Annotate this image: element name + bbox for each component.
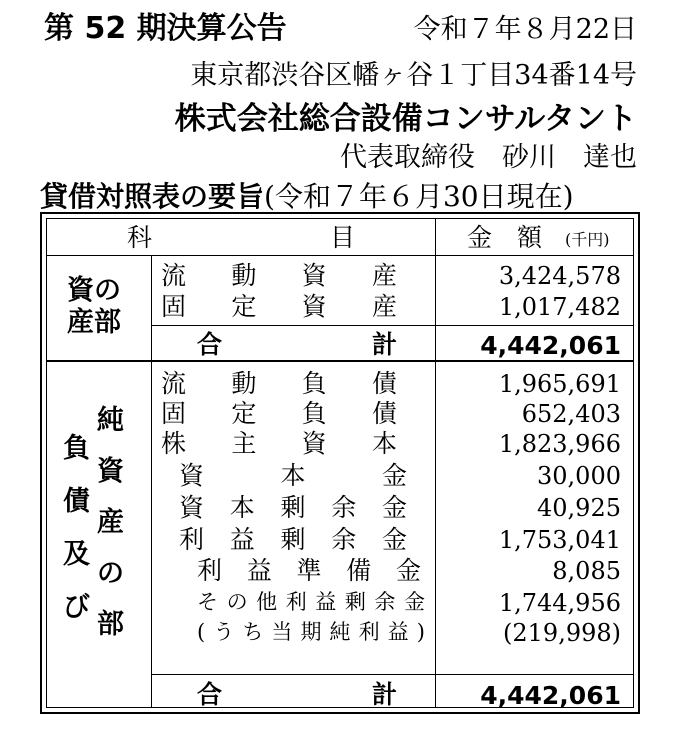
- label-char: 利: [179, 525, 205, 554]
- liab-row-label: [197, 558, 421, 583]
- liab-total-divider: [151, 674, 633, 675]
- subtitle-date: (令和７年６月30日現在): [264, 180, 574, 213]
- label-char: う: [213, 620, 235, 644]
- notice-date: 令和７年８月22日: [413, 14, 637, 45]
- liab-row-value: 1,823,966: [498, 430, 621, 458]
- label-char: 益: [246, 556, 272, 585]
- label-char: 利: [197, 556, 223, 585]
- label-char: 負: [301, 369, 327, 398]
- label-char: 資: [301, 429, 327, 458]
- label-char: 他: [256, 590, 278, 614]
- liab-row-value: 1,753,041: [498, 526, 621, 554]
- table-inner-frame: [46, 218, 634, 708]
- company-address: 東京都渋谷区幡ヶ谷１丁目34番14号: [190, 60, 637, 91]
- label-char: 金: [381, 461, 407, 490]
- asset-row-label: [161, 294, 397, 319]
- label-char: 合: [197, 330, 223, 359]
- label-char: そ: [197, 590, 218, 614]
- liab-row-value: 1,744,956: [498, 589, 621, 617]
- liab-row-value: 1,965,691: [498, 370, 621, 398]
- label-char: 金: [403, 590, 425, 614]
- header-kamoku-2: 目: [330, 223, 356, 252]
- label-column-divider: [151, 255, 152, 707]
- label-char: 計: [371, 330, 397, 359]
- liab-section-label-col2: [97, 395, 125, 650]
- label-char: 産: [371, 292, 397, 321]
- liab-row-label: [197, 622, 425, 643]
- liab-row-label: [179, 527, 407, 552]
- section-label-char: 及: [63, 539, 90, 570]
- label-char: 備: [346, 556, 372, 585]
- label-char: 本: [371, 429, 397, 458]
- label-char: 当: [271, 620, 293, 644]
- label-char: 株: [161, 429, 187, 458]
- liab-row-value: 652,403: [521, 400, 621, 428]
- label-char: 合: [197, 680, 223, 709]
- label-char: (: [197, 620, 206, 644]
- label-char: 余: [374, 590, 396, 614]
- liab-row-label: [161, 371, 397, 396]
- label-char: ): [416, 620, 425, 644]
- label-char: 利: [358, 620, 380, 644]
- section-label-char: 債: [63, 486, 90, 517]
- label-char: 益: [387, 620, 409, 644]
- liab-total-label: [197, 682, 397, 707]
- label-char: 余: [331, 525, 357, 554]
- label-char: 剰: [344, 590, 366, 614]
- label-char: 債: [371, 399, 397, 428]
- assets-total-value: 4,442,061: [480, 331, 621, 360]
- label-char: 利: [285, 590, 307, 614]
- liab-total-value: 4,442,061: [480, 681, 621, 710]
- section-label-char: 資: [97, 456, 124, 487]
- liab-section-label-col1: [63, 422, 91, 634]
- header-kamoku-1: 科: [127, 223, 153, 252]
- label-char: 流: [161, 261, 187, 290]
- label-char: 金: [381, 525, 407, 554]
- assets-section-label-2: 産部: [67, 307, 121, 338]
- balance-sheet-subtitle: [40, 180, 574, 213]
- label-char: の: [226, 590, 248, 614]
- header-unit: (千円): [565, 230, 610, 249]
- header-kingaku: 金 額: [467, 223, 543, 252]
- amount-column-divider: [435, 219, 436, 707]
- liab-row-value: 8,085: [552, 557, 621, 585]
- label-char: 固: [161, 292, 187, 321]
- label-char: 資: [301, 292, 327, 321]
- section-label-char: の: [97, 558, 124, 589]
- asset-row-value: 1,017,482: [498, 293, 621, 321]
- label-char: 負: [301, 399, 327, 428]
- label-char: 資: [179, 461, 205, 490]
- liab-row-value: 30,000: [537, 462, 621, 490]
- label-char: 本: [280, 461, 306, 490]
- section-label-char: 負: [63, 433, 90, 464]
- label-char: 動: [231, 369, 257, 398]
- label-char: 準: [296, 556, 322, 585]
- liab-row-label: [197, 592, 425, 613]
- label-char: 純: [329, 620, 351, 644]
- label-char: 益: [229, 525, 255, 554]
- label-char: 余: [331, 493, 357, 522]
- label-char: ち: [242, 620, 264, 644]
- liab-row-label: [179, 463, 407, 488]
- header-divider: [47, 255, 633, 256]
- notice-title: 第 52 期決算公告: [44, 11, 287, 46]
- label-char: 資: [179, 493, 205, 522]
- label-char: 本: [229, 493, 255, 522]
- label-char: 定: [231, 399, 257, 428]
- label-char: 資: [301, 261, 327, 290]
- label-char: 主: [231, 429, 257, 458]
- label-char: 期: [300, 620, 322, 644]
- assets-total-divider: [151, 325, 633, 326]
- label-char: 剰: [280, 525, 306, 554]
- section-label-char: 純: [97, 405, 124, 436]
- label-char: 金: [381, 493, 407, 522]
- label-char: 債: [371, 369, 397, 398]
- label-char: 剰: [280, 493, 306, 522]
- asset-row-value: 3,424,578: [498, 262, 621, 290]
- section-divider: [47, 360, 633, 362]
- label-char: 計: [371, 680, 397, 709]
- liab-row-label: [161, 401, 397, 426]
- section-label-char: び: [63, 592, 90, 623]
- section-label-char: 部: [97, 609, 124, 640]
- label-char: 流: [161, 369, 187, 398]
- section-label-char: 産: [97, 507, 124, 538]
- label-char: 定: [231, 292, 257, 321]
- liab-row-value: (219,998): [503, 619, 621, 647]
- subtitle-main: 貸借対照表の要旨: [40, 180, 265, 213]
- label-char: 金: [395, 556, 421, 585]
- label-char: 動: [231, 261, 257, 290]
- label-char: 固: [161, 399, 187, 428]
- label-char: 産: [371, 261, 397, 290]
- label-char: 益: [315, 590, 337, 614]
- balance-sheet-table: [40, 212, 640, 714]
- assets-total-label: [197, 332, 397, 357]
- representative: 代表取締役 砂川 達也: [340, 142, 637, 173]
- liab-row-label: [161, 431, 397, 456]
- company-name: 株式会社総合設備コンサルタント: [174, 101, 637, 137]
- assets-section-label-1: 資の: [67, 275, 121, 306]
- liab-row-label: [179, 495, 407, 520]
- asset-row-label: [161, 263, 397, 288]
- liab-row-value: 40,925: [537, 494, 621, 522]
